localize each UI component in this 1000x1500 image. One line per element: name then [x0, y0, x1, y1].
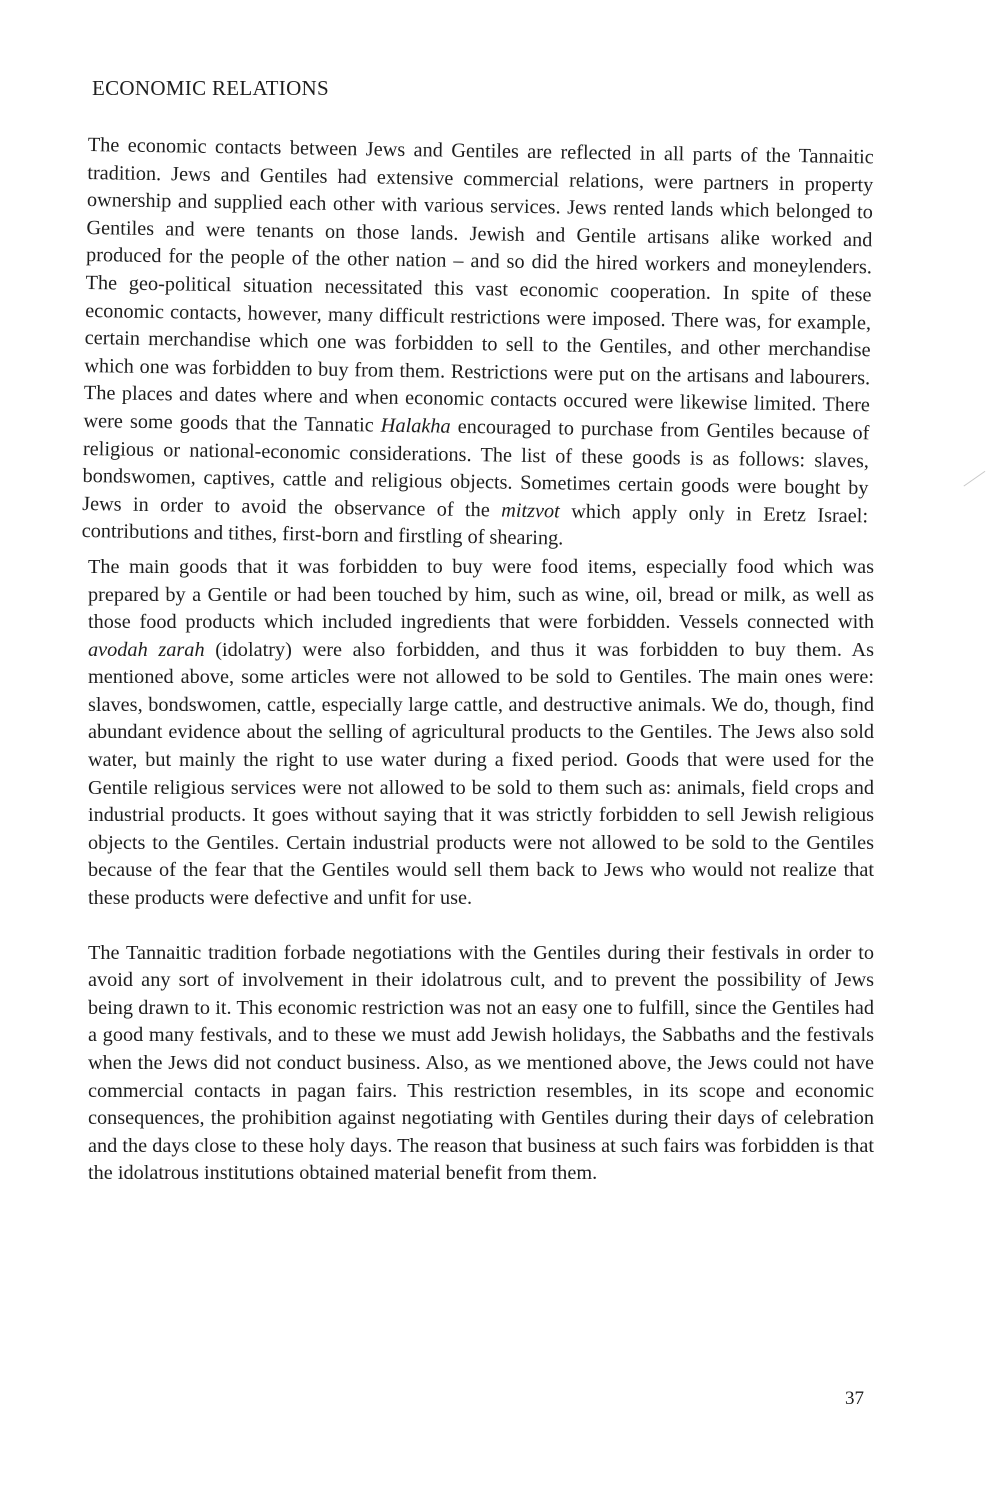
paragraph-1-italic-mitzvot: mitzvot [501, 499, 560, 523]
paragraph-1-text-b: encouraged to purchase from Gentiles because of religious or national-economic considerations. The list of these goods is as follows: slaves, bondswomen, captives, cattle and religious objects. Sometimes certain goods were bought by Jews in order to avoid the observance of the [81, 415, 870, 522]
paragraph-1-text-a: The economic contacts between Jews and Gentiles are reflected in all parts of the Tannaitic tradition. Jews and Gentiles had extensive commercial relations, were partners in property ownership and supplied each other with various services. Jews rented lands which belonged to Gentiles and were tenants on those lands. Jewish and Gentile artisans alike worked and produced for the people of the other nation – and so did the hired workers and moneylenders. The geo-political situation necessitated this vast economic cooperation. In spite of these economic contacts, however, many difficult restrictions were imposed. There was, for example, certain merchandise which one was forbidden to sell to the Gentiles, and other merchandise which one was forbidden to buy from them. Restrictions were put on the artisans and labourers. The places and dates where and when economic contacts occured were likewise limited. There were some goods that the Tannatic [83, 133, 874, 437]
page-number: 37 [845, 1388, 864, 1409]
body-text [81, 132, 874, 1188]
paragraph-1-text-c: which apply only in Eretz Israel: contributions and tithes, first-born and firstling of shearing. [81, 500, 869, 550]
paragraph-2-text-a: The main goods that it was forbidden to buy were food items, especially food which was prepared by a Gentile or had been touched by him, such as wine, oil, bread or milk, as well as those food products which included ingredients that were forbidden. Vessels connected with [88, 555, 874, 634]
section-heading: ECONOMIC RELATIONS [92, 76, 329, 100]
paragraph-1 [81, 132, 873, 558]
paragraph-1-italic-halakha: Halakha [380, 414, 451, 438]
paragraph-2-italic-avodah-zarah: avodah zarah [88, 638, 205, 661]
paragraph-2-text-b: (idolatry) were also forbidden, and thus it was forbidden to buy them. As mentioned above, some articles were not allowed to be sold to Gentiles. The main ones were: slaves, bondswomen, cattle, especially large cattle, and destructive animals. We do, though, find abundant evidence about the selling of agricultural products to the Gentiles. The Jews also sold water, but mainly the right to use water during a fixed period. Goods that were used for the Gentile religious services were not allowed to be sold to them such as: animals, field crops and industrial products. It goes without saying that it was strictly forbidden to sell Jewish religious objects to the Gentiles. Certain industrial products were not allowed to be sold to the Gentiles because of the fear that the Gentiles would sell them back to Jews who would not realize that these products were defective and unfit for use. [88, 638, 874, 910]
paragraph-3: The Tannaitic tradition forbade negotiations with the Gentiles during their festivals in order to avoid any sort of involvement in their idolatrous cult, and to prevent the possibility of Jews being drawn to it. This economic restriction was not an easy one to fulfill, since the Gentiles had a good many festivals, and to these we must add Jewish holidays, the Sabbaths and the festivals when the Jews did not conduct business. Also, as we mentioned above, the Jews could not have commercial contacts in pagan fairs. This restriction resembles, in its scope and economic consequences, the prohibition against negotiating with Gentiles during their days of celebration and the days close to these holy days. The reason that business at such fairs was forbidden is that the idolatrous institutions obtained material benefit from them. [88, 941, 874, 1185]
paragraph-2 [88, 554, 874, 913]
margin-pencil-mark [963, 471, 986, 488]
